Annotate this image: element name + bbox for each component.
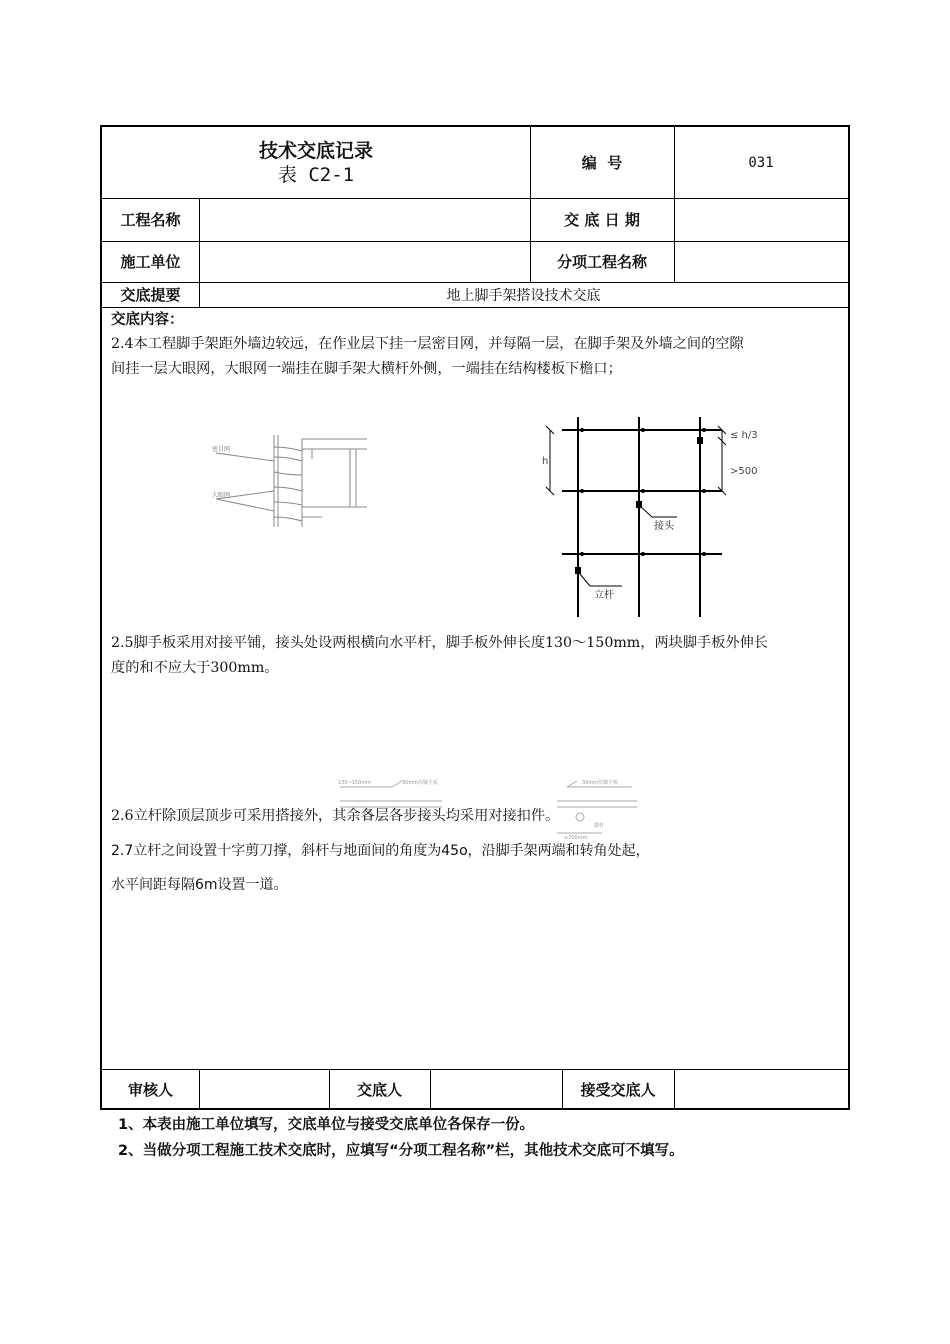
label-min-length: ≥200mm [564, 835, 588, 841]
sub-project-value[interactable] [674, 241, 848, 282]
form-title: 技术交底记录 [258, 139, 373, 162]
content-paragraph-2-5-line1: 2.5脚手板采用对接平铺，接头处设两根横向水平杆，脚手板外伸长度130～150mm，两块脚手板外伸长 [111, 635, 768, 651]
safety-net-diagram [202, 427, 372, 537]
label-board-right: 30mm厚脚手板 [582, 780, 619, 786]
label-board-left: 30mm厚脚手板 [402, 780, 439, 786]
label-500: >500 [730, 466, 758, 477]
pole-joint-diagram [532, 412, 792, 622]
content-paragraph-2-7-line1: 2.7立杆之间设置十字剪刀撑，斜杆与地面间的角度为45o，沿脚手架两端和转角处起， [111, 843, 650, 859]
form-title-block [102, 127, 530, 198]
receiver-value[interactable] [674, 1069, 848, 1110]
contractor-label: 施工单位 [120, 253, 181, 271]
label-h: h [542, 456, 549, 467]
content-paragraph-2-4-line2: 间挂一层大眼网，大眼网一端挂在脚手架大横杆外侧，一端挂在结构楼板下檐口； [111, 361, 622, 377]
receiver-label: 接受交底人 [580, 1081, 656, 1099]
date-value[interactable] [674, 198, 848, 241]
contractor-value[interactable] [199, 241, 530, 282]
footnote-2: 2、当做分项工程施工技术交底时，应填写“分项工程名称”栏，其他技术交底可不填写。 [118, 1143, 684, 1159]
content-paragraph-2-4-line1: 2.4本工程脚手架距外墙边较远，在作业层下挂一层密目网，并每隔一层，在脚手架及外墙之间的空隙 [111, 336, 744, 352]
form-code: 表 C2-1 [277, 163, 355, 186]
disclosure-form [100, 125, 850, 1110]
project-name-value[interactable] [199, 198, 530, 241]
label-pole: 立杆 [594, 590, 614, 601]
number-label: 编 号 [581, 154, 623, 172]
label-dense-net: 密目网 [212, 446, 231, 453]
discloser-value[interactable] [430, 1069, 562, 1110]
discloser-label: 交底人 [356, 1081, 402, 1099]
label-h-third: ≤ h/3 [730, 430, 758, 441]
footnote-1: 1、本表由施工单位填写，交底单位与接受交底单位各保存一份。 [118, 1117, 535, 1133]
number-value[interactable]: 031 [748, 154, 774, 171]
label-crossbar: 横杆 [594, 823, 605, 829]
content-paragraph-2-5-line2: 度的和不应大于300mm。 [111, 660, 279, 676]
sub-project-label: 分项工程名称 [556, 253, 647, 271]
summary-value[interactable]: 地上脚手架搭设技术交底 [446, 287, 601, 304]
content-paragraph-2-7-line2: 水平间距每隔6m设置一道。 [111, 877, 288, 893]
content-paragraph-2-6: 2.6立杆除顶层顶步可采用搭接外，其余各层各步接头均采用对接扣件。 [111, 808, 560, 824]
label-joint: 接头 [654, 521, 674, 532]
reviewer-label: 审核人 [127, 1081, 173, 1099]
label-big-net: 大眼网 [212, 492, 231, 499]
content-heading: 交底内容： [111, 312, 184, 328]
summary-label: 交底提要 [120, 286, 181, 304]
label-overhang: 130~150mm [338, 780, 372, 786]
project-name-label: 工程名称 [120, 211, 181, 229]
date-label: 交 底 日 期 [564, 211, 640, 229]
reviewer-value[interactable] [199, 1069, 329, 1110]
